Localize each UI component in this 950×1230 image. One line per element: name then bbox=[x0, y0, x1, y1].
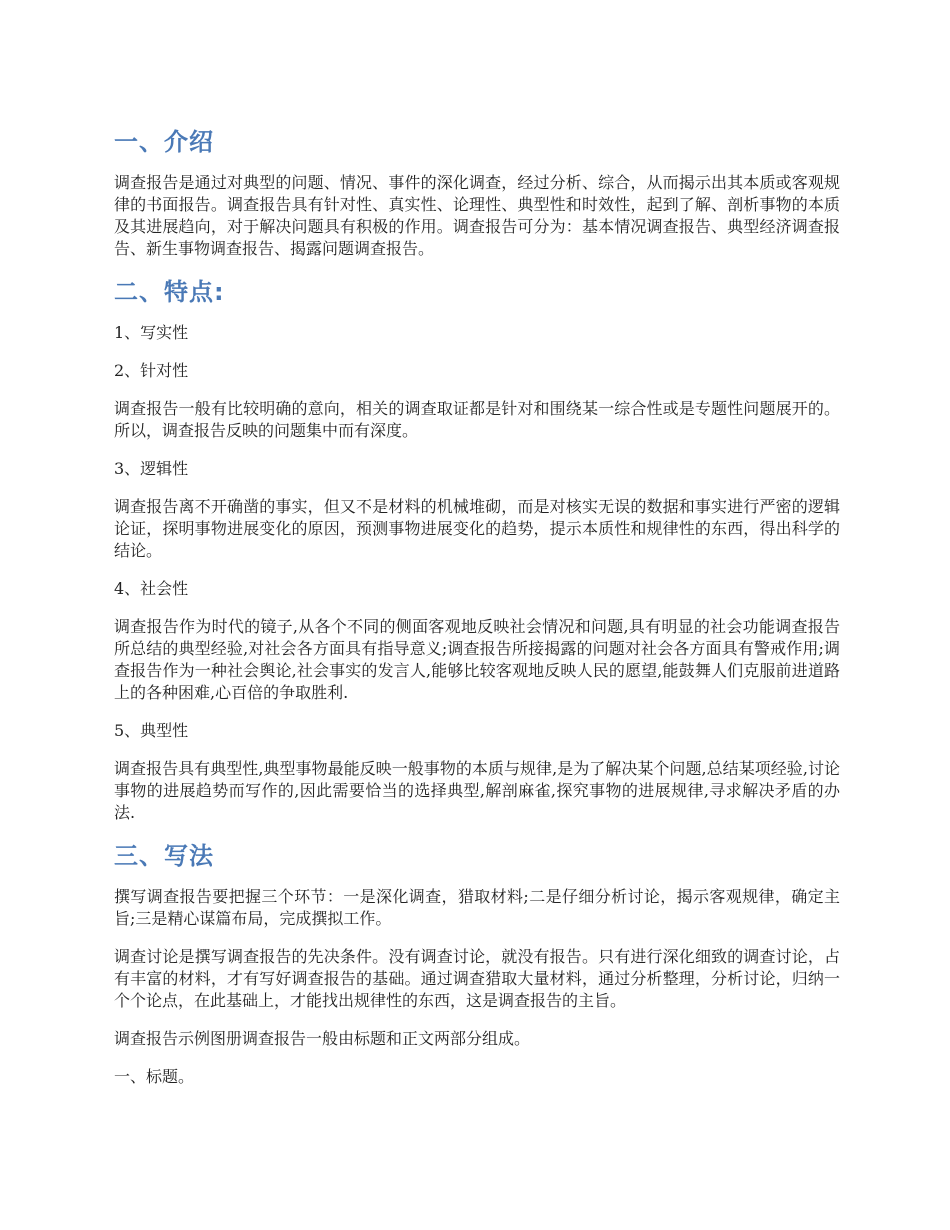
intro-paragraph: 调查报告是通过对典型的问题、情况、事件的深化调查，经过分析、综合，从而揭示出其本质或客观规律的书面报告。调查报告具有针对性、真实性、论理性、典型性和时效性，起到了解、剖析事物的本质及其进展趋向，对于解决问题具有积极的作用。调查报告可分为：基本情况调查报告、典型经济调查报告、新生事物调查报告、揭露问题调查报告。 bbox=[114, 173, 840, 258]
feature-item-2-text: 调查报告一般有比较明确的意向，相关的调查取证都是针对和围绕某一综合性或是专题性问题展开的。所以，调查报告反映的问题集中而有深度。 bbox=[114, 399, 840, 440]
feature-item-4: 4、社会性 bbox=[114, 579, 189, 598]
feature-item-2: 2、针对性 bbox=[114, 361, 189, 380]
feature-item-4-text: 调查报告作为时代的镜子,从各个不同的侧面客观地反映社会情况和问题,具有明显的社会功能调查报告所总结的典型经验,对社会各方面具有指导意义;调查报告所接揭露的问题对社会各方面具有警戒作用;调查报告作为一种社会舆论,社会事实的发言人,能够比较客观地反映人民的愿望,能鼓舞人们克服前进道路上的各种困难,心百倍的争取胜利. bbox=[114, 617, 840, 702]
feature-item-1: 1、写实性 bbox=[114, 323, 189, 342]
writing-paragraph-2: 调查讨论是撰写调查报告的先决条件。没有调查讨论，就没有报告。只有进行深化细致的调查讨论，占有丰富的材料，才有写好调查报告的基础。通过调查猎取大量材料，通过分析整理，分析讨论，归纳一个个论点，在此基础上，才能找出规律性的东西，这是调查报告的主旨。 bbox=[114, 947, 840, 1010]
section-heading-writing: 三、写法 bbox=[114, 842, 214, 870]
feature-item-3-text: 调查报告离不开确凿的事实，但又不是材料的机械堆砌，而是对核实无误的数据和事实进行严密的逻辑论证，探明事物进展变化的原因，预测事物进展变化的趋势，提示本质性和规律性的东西，得出科学的结论。 bbox=[114, 497, 840, 560]
feature-item-3: 3、逻辑性 bbox=[114, 459, 189, 478]
writing-paragraph-3: 调查报告示例图册调查报告一般由标题和正文两部分组成。 bbox=[114, 1029, 531, 1048]
section-heading-features: 二、特点: bbox=[114, 278, 225, 306]
document-body bbox=[114, 124, 840, 1088]
feature-item-5-text: 调查报告具有典型性,典型事物最能反映一般事物的本质与规律,是为了解决某个问题,总结某项经验,讨论事物的进展趋势而写作的,因此需要恰当的选择典型,解剖麻雀,探究事物的进展规律,寻求解决矛盾的办法. bbox=[114, 759, 840, 822]
writing-paragraph-1: 撰写调查报告要把握三个环节：一是深化调查，猎取材料;二是仔细分析讨论，揭示客观规律，确定主旨;三是精心谋篇布局，完成撰拟工作。 bbox=[114, 887, 840, 928]
writing-paragraph-4: 一、标题。 bbox=[114, 1067, 195, 1086]
section-heading-intro: 一、介绍 bbox=[114, 128, 214, 156]
feature-item-5: 5、典型性 bbox=[114, 721, 189, 740]
